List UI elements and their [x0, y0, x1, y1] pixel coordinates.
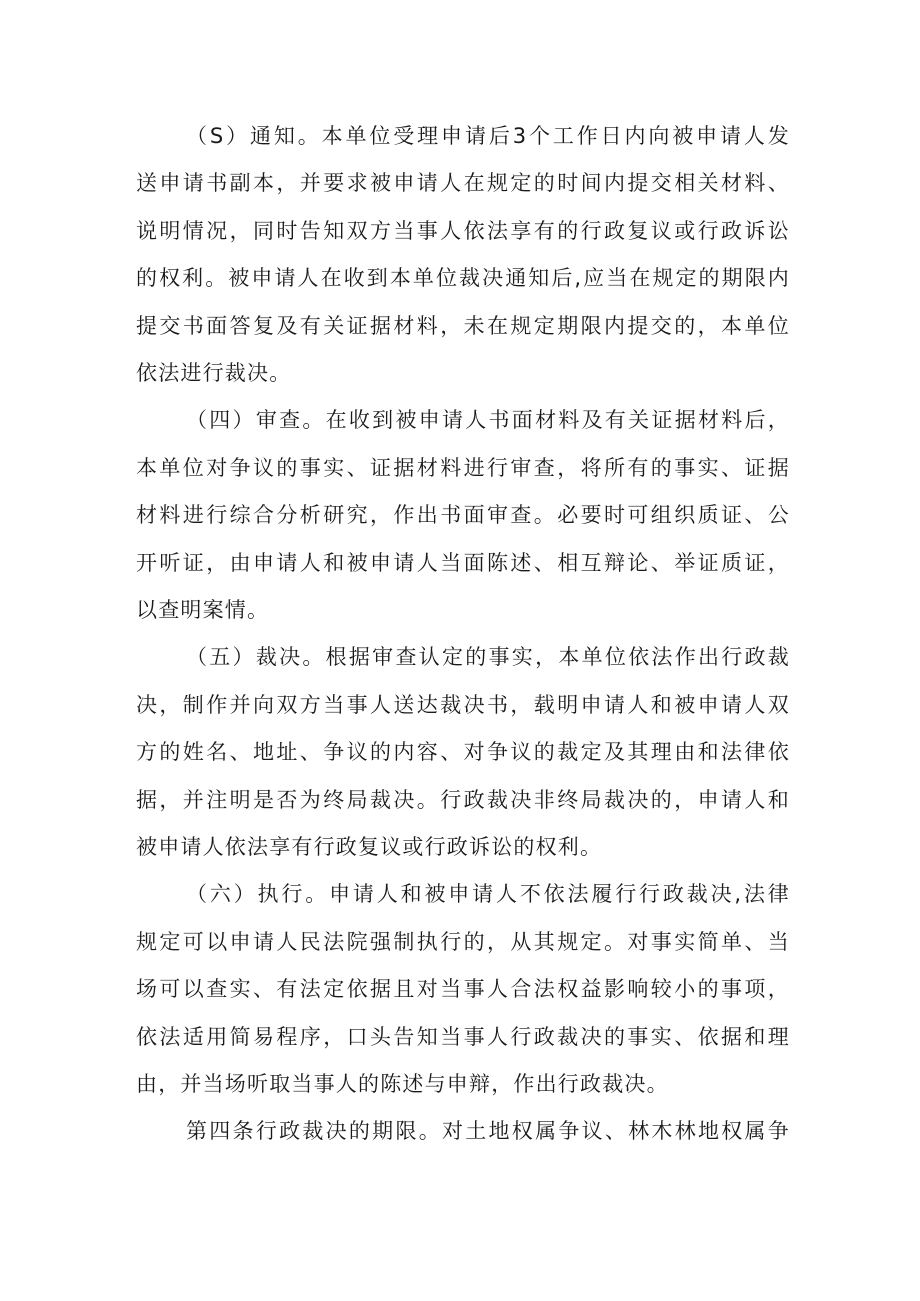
text-line: 规定可以申请人民法院强制执行的，从其规定。对事实简单、当 — [136, 929, 790, 954]
text-line: 提交书面答复及有关证据材料，未在规定期限内提交的，本单位 — [136, 313, 790, 338]
text-line: 以查明案情。 — [136, 598, 270, 622]
text-line: （四）审查。在收到被申请人书面材料及有关证据材料后， — [186, 408, 790, 433]
text-line: （五）裁决。根据审查认定的事实，本单位依法作出行政裁 — [186, 645, 790, 670]
text-line: 材料进行综合分析研究，作出书面审查。必要时可组织质证、公 — [136, 503, 790, 528]
text-line: 的权利。被申请人在收到本单位裁决通知后,应当在规定的期限内 — [136, 266, 790, 291]
text-line: 本单位对争议的事实、证据材料进行审查，将所有的事实、证据 — [136, 455, 790, 480]
text-line: 场可以查实、有法定依据且对当事人合法权益影响较小的事项， — [136, 977, 790, 1002]
text-line: 说明情况，同时告知双方当事人依法享有的行政复议或行政诉讼 — [136, 218, 790, 243]
text-line: 由，并当场听取当事人的陈述与申辩，作出行政裁决。 — [136, 1072, 669, 1096]
text-line: 被申请人依法享有行政复议或行政诉讼的权利。 — [136, 835, 603, 859]
text-line: （六）执行。申请人和被申请人不依法履行行政裁决,法律 — [186, 882, 790, 907]
text-line: 据，并注明是否为终局裁决。行政裁决非终局裁决的，申请人和 — [136, 787, 790, 812]
text-line: 开听证，由申请人和被申请人当面陈述、相互辩论、举证质证， — [136, 550, 790, 575]
text-line: 方的姓名、地址、争议的内容、对争议的裁定及其理由和法律依 — [136, 740, 790, 765]
text-line: 依法适用简易程序，口头告知当事人行政裁决的事实、依据和理 — [136, 1024, 790, 1049]
text-line: 依法进行裁决。 — [136, 361, 292, 385]
text-line: （S）通知。本单位受理申请后3个工作日内向被申请人发 — [186, 124, 790, 148]
text-line: 第四条行政裁决的期限。对土地权属争议、林木林地权属争 — [186, 1119, 790, 1144]
text-line: 决，制作并向双方当事人送达裁决书，载明申请人和被申请人双 — [136, 692, 790, 717]
text-line: 送申请书副本，并要求被申请人在规定的时间内提交相关材料、 — [136, 171, 790, 196]
